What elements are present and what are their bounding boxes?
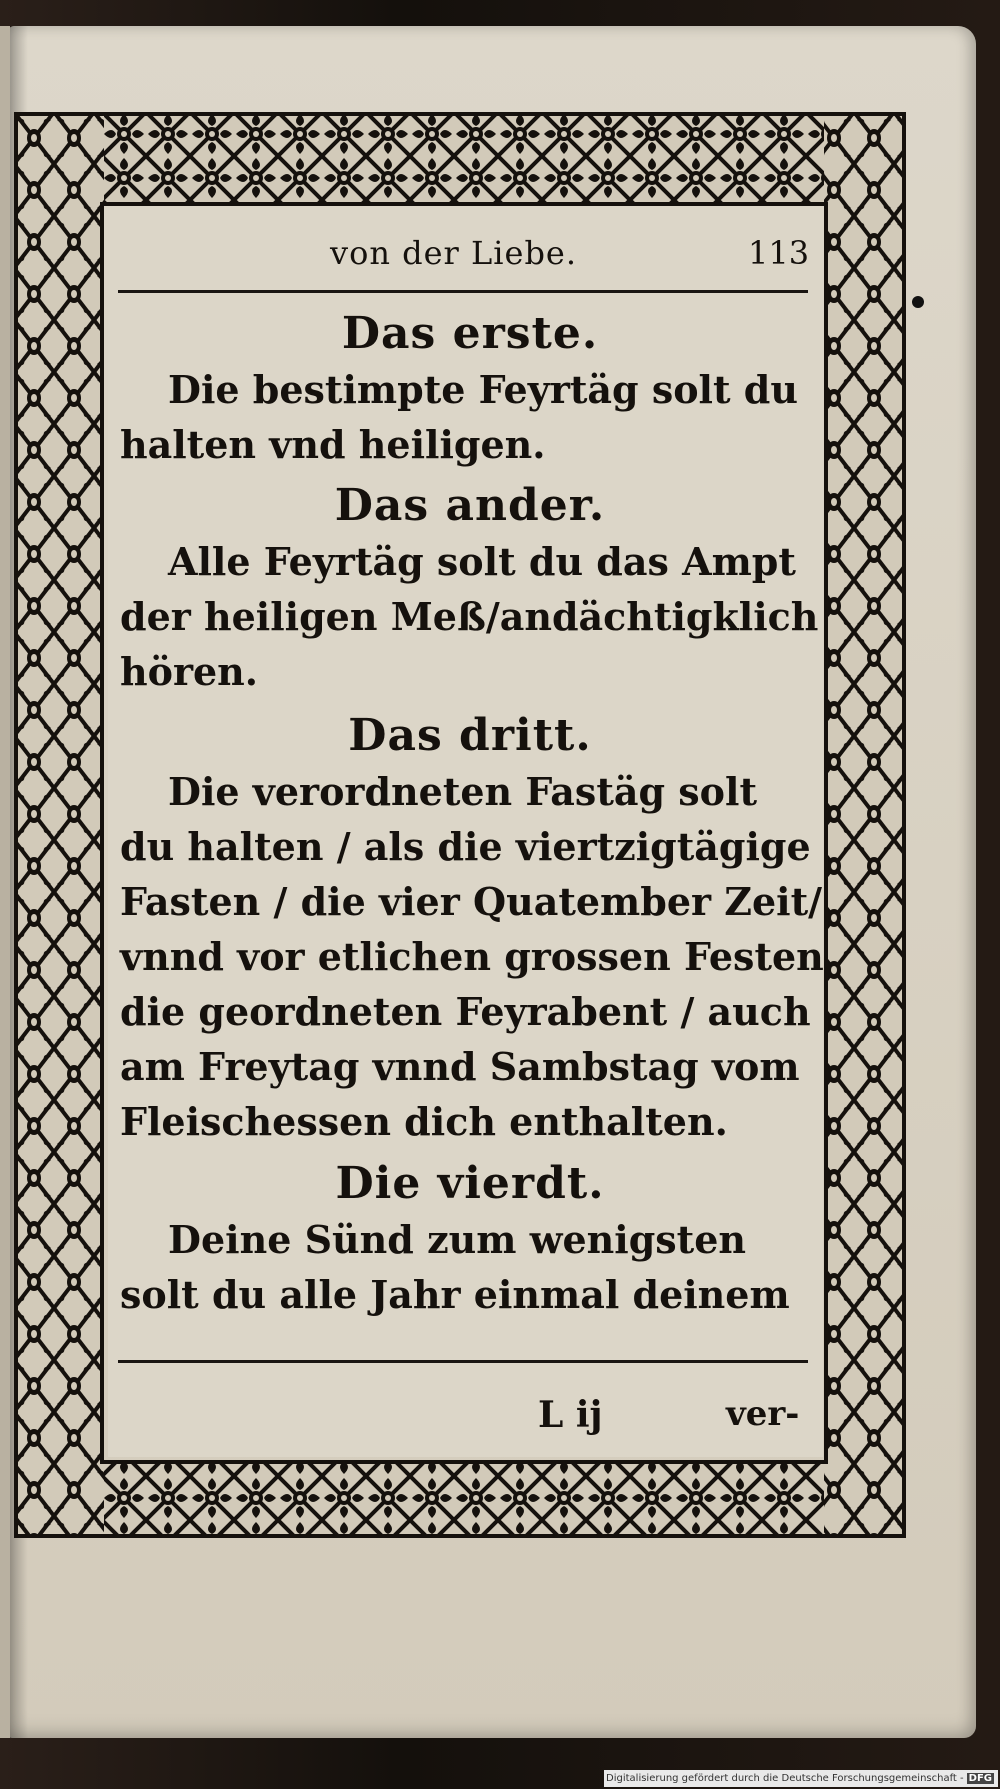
section-heading: Das ander. bbox=[334, 480, 606, 531]
text-line: Alle Feyrtäg solt du das Ampt bbox=[168, 539, 796, 584]
page-number: 113 bbox=[748, 234, 810, 272]
catchword: ver- bbox=[726, 1394, 800, 1434]
dfg-badge: DFG bbox=[968, 1773, 992, 1784]
page-edge bbox=[0, 26, 10, 1738]
running-head-title: von der Liebe. bbox=[330, 234, 578, 272]
page-text bbox=[120, 212, 824, 1452]
foot-rule bbox=[118, 1360, 808, 1363]
text-line: vnnd vor etlichen grossen Festen bbox=[120, 934, 824, 979]
signature-mark: L ij bbox=[538, 1394, 603, 1436]
section-text bbox=[120, 1212, 820, 1322]
text-line: die geordneten Feyrabent / auch bbox=[120, 989, 811, 1034]
text-line: Die bestimpte Feyrtäg solt du bbox=[168, 367, 798, 412]
text-line: der heiligen Meß/andächtigklich bbox=[120, 594, 819, 639]
section-heading: Das erste. bbox=[341, 308, 599, 359]
section-text bbox=[120, 764, 824, 1149]
head-rule bbox=[118, 290, 808, 293]
section-text bbox=[120, 362, 820, 472]
text-line: du halten / als die viertzigtägige bbox=[120, 824, 811, 869]
text-line: solt du alle Jahr einmal deinem bbox=[120, 1272, 790, 1317]
digitization-credit bbox=[604, 1770, 998, 1787]
ink-dot bbox=[912, 296, 924, 308]
section-text bbox=[120, 534, 820, 699]
text-line: halten vnd heiligen. bbox=[120, 422, 546, 467]
text-line: Fasten / die vier Quatember Zeit/ bbox=[120, 879, 823, 924]
text-line: hören. bbox=[120, 649, 259, 694]
text-line: Deine Sünd zum wenigsten bbox=[168, 1217, 747, 1262]
text-line: Die verordneten Fastäg solt bbox=[168, 769, 758, 814]
text-line: Fleischessen dich enthalten. bbox=[120, 1099, 728, 1144]
credit-text: Digitalisierung gefördert durch die Deutsche Forschungsgemeinschaft - bbox=[606, 1773, 964, 1784]
text-line: am Freytag vnnd Sambstag vom bbox=[120, 1044, 800, 1089]
section-heading: Das dritt. bbox=[348, 710, 592, 761]
section-heading: Die vierdt. bbox=[335, 1158, 605, 1209]
running-head bbox=[120, 222, 820, 272]
